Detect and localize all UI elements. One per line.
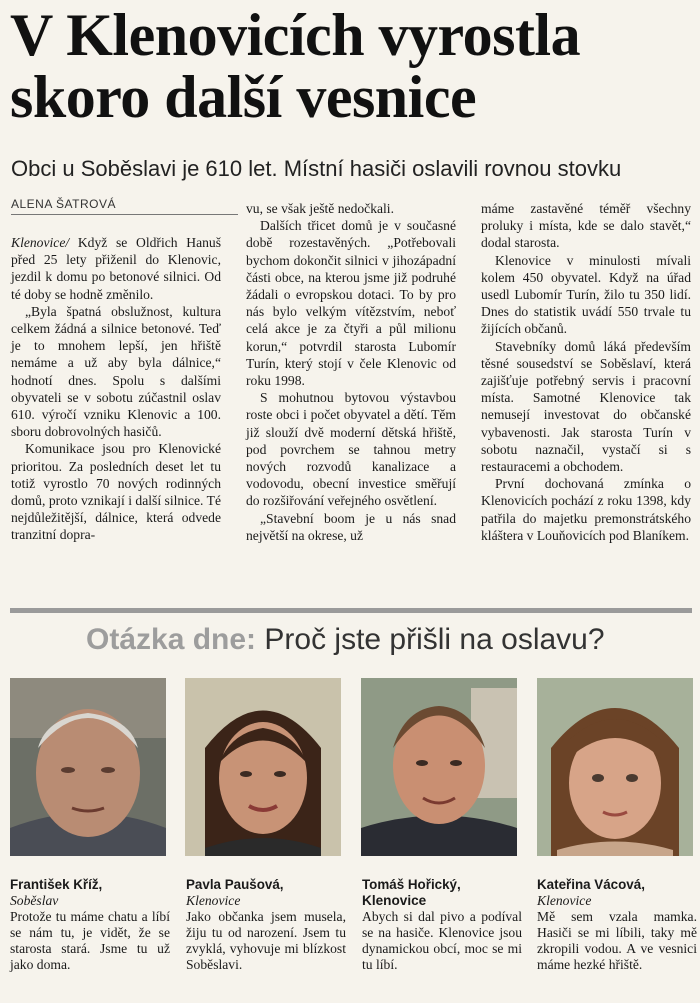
- respondent-caption: [10, 877, 170, 973]
- poll-question: [86, 620, 686, 660]
- respondent-photo: [185, 678, 341, 856]
- respondent-photo: [361, 678, 517, 856]
- article-column-1: [11, 234, 221, 544]
- article-column-2: [246, 200, 456, 544]
- respondent-caption: [537, 877, 697, 973]
- article-paragraph: „Byla špatná obslužnost, kultura celkem žádná a silnice betonové. Teď je to mnohem lepší, jen hřiště nemáme a už aby byla dálnice,“ hodnotí dnes. Spolu s dalšími obyvateli se v sobotu zúčastnil oslav 610. výročí vzniku Klenovic a 100. sboru dobrovolných hasičů.: [11, 303, 221, 440]
- poll-question-text: Proč jste přišli na oslavu?: [256, 623, 605, 656]
- article-paragraph: Dalších třicet domů je v současné době rozestavěných. „Potřebovali bychom dokončit silnici v jihozápadní části obce, na kterou jsme již podruhé žádali o evropskou dotaci. To by pro nás bylo velkým vítězstvím, neboť celá akce je za čtyři a půl milionu korun,“ potvrdil starosta Lubomír Turín, který stojí v čele Klenovic od roku 1998.: [246, 218, 456, 389]
- respondent-photo: [537, 678, 693, 856]
- poll-prefix: Otázka dne:: [86, 623, 257, 656]
- respondent-caption: [186, 877, 346, 973]
- article-paragraph: vu, se však ještě nedočkali.: [246, 201, 394, 216]
- respondent-place: Klenovice: [362, 893, 427, 908]
- respondent-name: František Kříž,: [10, 877, 103, 892]
- respondent-place: Klenovice: [186, 893, 241, 908]
- respondent-answer: Mě sem vzala mamka. Hasiči se mi líbili, taky mě zkropili vodou. A ve vesnici máme hezké hřiště.: [537, 909, 697, 972]
- headline: V Klenovicích vyrostla skoro další vesnice: [10, 2, 581, 130]
- article-paragraph: [11, 234, 221, 303]
- article-paragraph: Komunikace jsou pro Klenovické prioritou. Za posledních deset let tu totiž vyrostlo 70 nových rodinných domů, proto vznikají i další silnice. Té nejdůležitější, dálnice, která odvede tranzitní dopra-: [11, 441, 221, 543]
- respondent-photo: [10, 678, 166, 856]
- article-paragraph: Klenovice v minulosti mívali kolem 450 obyvatel. Když na úřad usedl Lubomír Turín, žilo tu 350 lidí. Dnes do statistik uvádí 550 trvale tu žijících občanů.: [481, 252, 691, 337]
- section-divider: [10, 608, 692, 613]
- respondent-name: Kateřina Vácová,: [537, 877, 645, 892]
- article-column-3: [481, 200, 691, 544]
- article-paragraph: První dochovaná zmínka o Klenovicích pochází z roku 1398, kdy patřila do majetku premonstrátského kláštera v Louňovicích pod Blaníkem.: [481, 476, 691, 543]
- paragraph-text: Když se Oldřich Hanuš před 25 lety přiženil do Klenovic, jezdil k domu po betonové silnici. Od té doby se hodně změnilo.: [11, 235, 221, 302]
- subheadline: Obci u Soběslavi je 610 let. Místní hasiči oslavili rovnou stovku: [11, 156, 622, 181]
- article-paragraph: Stavebníky domů láká především těsné sousedství se Soběslaví, která zajišťuje potřebný servis i pracovní místa. Samotné Klenovice tak nemusejí investovat do občanské vybavenosti. Jak starosta Turín v sobotu naznačil, vystačí si s restauracemi a obchodem.: [481, 338, 691, 475]
- dateline: Klenovice/: [11, 235, 70, 250]
- article-paragraph: máme zastavěné téměř všechny proluky i místa, kde se dalo stavět,“ dodal starosta.: [481, 201, 691, 251]
- respondent-name: Pavla Paušová,: [186, 877, 284, 892]
- respondent-answer: Abych si dal pivo a podíval se na hasiče. Klenovice jsou dynamickou obcí, moc se mi tu líbí.: [362, 909, 522, 972]
- article-paragraph: S mohutnou bytovou výstavbou roste obci i počet obyvatel a dětí. Těm již slouží dvě moderní dětská hřiště, pod povrchem se tahnou metry nových rozvodů kanalizace a vodovodu, obecní investice směřují do rozšiřování veřejného osvětlení.: [246, 390, 456, 509]
- respondent-caption: [362, 877, 522, 973]
- respondent-answer: Jako občanka jsem musela, žiju tu od narození. Jsem tu zvyklá, vyhovuje mi blízkost Soběslavi.: [186, 909, 346, 972]
- respondent-place: Klenovice: [537, 893, 592, 908]
- respondent-answer: Protože tu máme chatu a líbí se nám tu, je vidět, že se starosta stará. Jsme tu už jako doma.: [10, 909, 170, 972]
- respondent-name: Tomáš Hořický,: [362, 877, 461, 892]
- article-paragraph: „Stavební boom je u nás snad největší na okrese, už: [246, 510, 456, 543]
- respondent-place: Soběslav: [10, 893, 59, 908]
- byline: ALENA ŠATROVÁ: [11, 197, 238, 215]
